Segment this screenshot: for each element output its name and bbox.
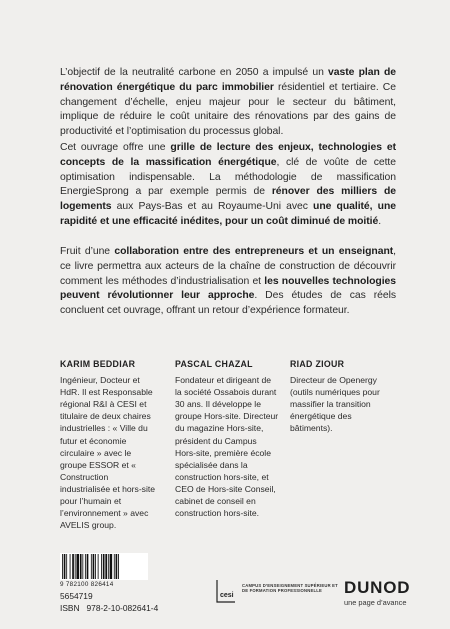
author-bio: Directeur de Openergy (outils numériques pour massifier la transition énergétique des bâtiments). [290, 375, 380, 434]
isbn-barcode [60, 553, 148, 580]
text-run: . [378, 215, 382, 227]
bold-text-run: collaboration entre des entrepreneurs et un enseignant [114, 246, 394, 257]
author-bio: Fondateur et dirigeant de la société Ossabois durant 30 ans. Il développe le groupe Hors-site. Directeur du magazine Hors-site, président du Campus Hors-site, première école spécialisée dans la construction hors-site, et CEO de Hors-site Conseil, cabinet de conseil en construction hors-site. [175, 375, 279, 519]
text-run: résidentiel et tertiaire. Ce changement d’échelle, enjeu majeur pour le secteur du bâtiment, implique de réduire le coût unitaire des rénovations par des gains de productivité et l’optimisation du processus global. [60, 81, 396, 138]
author-name: KARIM BEDDIAR [60, 359, 136, 369]
cesi-name: cesi [220, 592, 234, 599]
text-run: aux Pays-Bas et au Royaume-Uni avec [111, 201, 314, 213]
isbn-number: ISBN 978-2-10-082641-4 [60, 603, 159, 613]
barcode-digits: 9 782100 826414 [60, 581, 114, 588]
text-run: L’objectif de la neutralité carbone en 2050 a impulsé un [60, 67, 329, 78]
text-run: Fruit d’une [60, 246, 115, 257]
author-riad-ziour [290, 358, 395, 435]
bold-text-run: rénover des milliers de logements [60, 186, 396, 213]
text-run: Cet ouvrage offre une [60, 142, 171, 153]
bold-text-run: grille de lecture des enjeux, technologies et concepts de la massification énergétique [60, 142, 397, 168]
author-name: RIAD ZIOUR [290, 359, 345, 369]
summary-paragraph-3 [60, 245, 396, 319]
text-run: . Des études de cas réels concluent cet ouvrage, offrant un retour d’expérience formateur. [60, 290, 396, 317]
cesi-tagline: CAMPUS D’ENSEIGNEMENT SUPÉRIEUR ET DE FORMATION PROFESSIONNELLE [242, 583, 338, 594]
product-code: 5654719 [60, 591, 93, 601]
bold-text-run: vaste plan de rénovation énergétique du parc immobilier [60, 67, 396, 93]
bold-text-run: les nouvelles technologies peuvent révolutionner leur approche [60, 275, 397, 302]
cesi-logo [214, 578, 238, 604]
publisher-logo: DUNOD [344, 578, 411, 597]
publisher-tagline: une page d’avance [344, 598, 407, 607]
bold-text-run: une qualité, une rapidité et une efficacité inédites, pour un coût diminué de moitié [60, 201, 396, 227]
summary-paragraph-2 [60, 141, 396, 230]
text-run: , clé de voûte de cette optimisation indispensable. La méthodologie de massification EnergieSprong a par exemple permis de [60, 156, 396, 198]
text-run: , ce livre permettra aux acteurs de la chaîne de construction de découvrir comment les méthodes d’industrialisation et [60, 246, 396, 287]
author-bio: Ingénieur, Docteur et HdR. Il est Responsable régional R&I à CESI et titulaire de deux chaires industrielles : « Ville du futur et économie circulaire » avec le groupe ESSOR et « Construction industrialisée et hors-site pour l’humain et l’environnement » avec AVELIS group. [60, 375, 156, 531]
author-karim-beddiar [60, 358, 160, 531]
author-name: PASCAL CHAZAL [175, 359, 253, 369]
summary-paragraph-1 [60, 66, 396, 140]
author-pascal-chazal [175, 358, 280, 519]
